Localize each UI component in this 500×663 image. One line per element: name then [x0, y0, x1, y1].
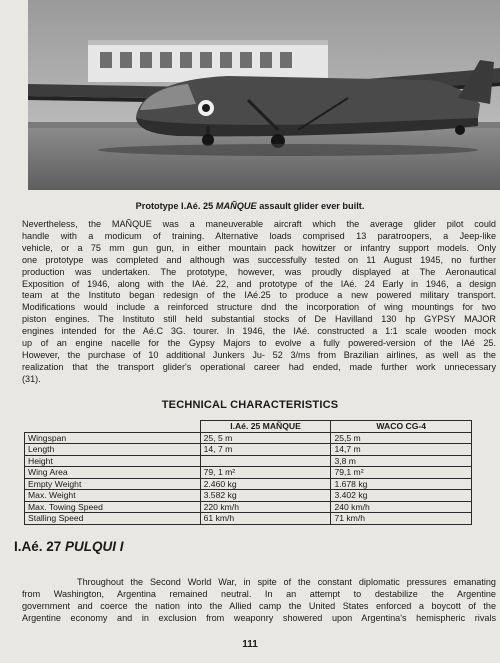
section-heading-italic: PULQUI I [65, 539, 124, 554]
paragraph-2 [22, 577, 496, 625]
tech-characteristics-table [24, 420, 472, 525]
table-cell: Length [25, 444, 201, 456]
table-cell: Max. Weight [25, 490, 201, 502]
photo-caption [0, 201, 500, 211]
caption-suffix: assault glider ever built. [256, 201, 365, 211]
table-row [25, 432, 472, 444]
text-line: engines intended for the Aé.C 3G. tourer. In 1946, the IAé. constructed a 1:1 scale wooden mock [22, 326, 496, 337]
text-line: However, the purchase of 10 additional Junkers Ju- 52 3/ms from Brazilian airlines, as well as the [22, 349, 496, 360]
caption-prefix: Prototype I.Aé. 25 [135, 201, 216, 211]
text-line: piston engines. The Instituto still held substantial stocks of De Havilland 130 hp GYPSY MAJOR [22, 314, 496, 325]
caption-italic: MAÑQUE [215, 201, 257, 211]
table-cell: 79,1 m² [331, 467, 472, 479]
text-line: Exposition of 1946, along with the IAé. 22, and prototype of the IAé. 24 Early in 1946, a design [22, 278, 496, 289]
table-row [25, 467, 472, 479]
table-row [25, 455, 472, 467]
section-heading [14, 539, 124, 554]
text-line: (31). [22, 373, 41, 384]
table-cell: 220 km/h [200, 501, 331, 513]
table-cell [200, 455, 331, 467]
page-number: 111 [242, 639, 258, 650]
table-cell: 25,5 m [331, 432, 472, 444]
table-row [25, 490, 472, 502]
text-line: team at the Instituto began redesign of the IAé.25 to produce a new powered military transport. [22, 290, 496, 301]
table-row [25, 513, 472, 525]
tech-characteristics-title: TECHNICAL CHARACTERISTICS [161, 399, 339, 411]
text-line: realization that the transport glider's operational career had ended, made further work unnecessary [22, 361, 496, 372]
text-line: Throughout the Second World War, in spite of the constant diplomatic pressures emanating [22, 577, 496, 587]
text-line: government and coerce the nation into the Allied camp the United States enforced a boycott of the [22, 600, 496, 611]
table-cell: 14,7 m [331, 444, 472, 456]
table-cell: 25, 5 m [200, 432, 331, 444]
table-cell: 71 km/h [331, 513, 472, 525]
text-line: vehicle, or a 75 mm gun gun, in either mountain pack howitzer or infantry support models. Only [22, 242, 496, 253]
text-line: Argentine economy and in exclusion from weaponry showered upon Argentina's hemispheric rivals [22, 612, 496, 623]
glider-photo [28, 0, 500, 190]
table-cell: 1.678 kg [331, 478, 472, 490]
text-line: Modifications would include a reinforced structure dnd the incorporation of wing mountings for two [22, 302, 496, 313]
table-header [25, 421, 201, 433]
section-heading-prefix: I.Aé. 27 [14, 539, 66, 554]
table-cell: Max. Towing Speed [25, 501, 201, 513]
table-cell: 3.582 kg [200, 490, 331, 502]
table-row [25, 444, 472, 456]
text-line: up of an engine nacelle for the Gypsy Majors to evolve a fully powered-version of the IAé 25. [22, 338, 496, 349]
table-cell: Wingspan [25, 432, 201, 444]
table-header: WACO CG-4 [331, 421, 472, 433]
table-cell: 2.460 kg [200, 478, 331, 490]
table-cell: 79, 1 m² [200, 467, 331, 479]
table-cell: 240 km/h [331, 501, 472, 513]
table-header-row [25, 421, 472, 433]
table-header: I.Aé. 25 MAÑQUE [200, 421, 331, 433]
text-line: Nevertheless, the MAÑQUE was a maneuverable aircraft which the average glider pilot could [22, 219, 496, 229]
paragraph-1 [22, 219, 496, 386]
text-line: one prototype was completed and although was successfully tested on 11 August 1945, no further [22, 254, 496, 265]
table-cell: 61 km/h [200, 513, 331, 525]
table-cell: Empty Weight [25, 478, 201, 490]
text-line: production was undertaken. The prototype, however, was proudly displayed at The Aeronautical [22, 266, 496, 277]
table-cell: Height [25, 455, 201, 467]
table-cell: Stalling Speed [25, 513, 201, 525]
text-line: handle with a modicum of training. Alternative loads comprised 13 paratroopers, a Jeep-like [22, 230, 496, 241]
table-row [25, 478, 472, 490]
table-cell: 3.402 kg [331, 490, 472, 502]
text-line: from Washington, Argentina remained neutral. In an attempt to destabilize the Argentine [22, 588, 496, 599]
table-cell: Wing Area [25, 467, 201, 479]
table-cell: 3,8 m [331, 455, 472, 467]
table-row [25, 501, 472, 513]
table-cell: 14, 7 m [200, 444, 331, 456]
